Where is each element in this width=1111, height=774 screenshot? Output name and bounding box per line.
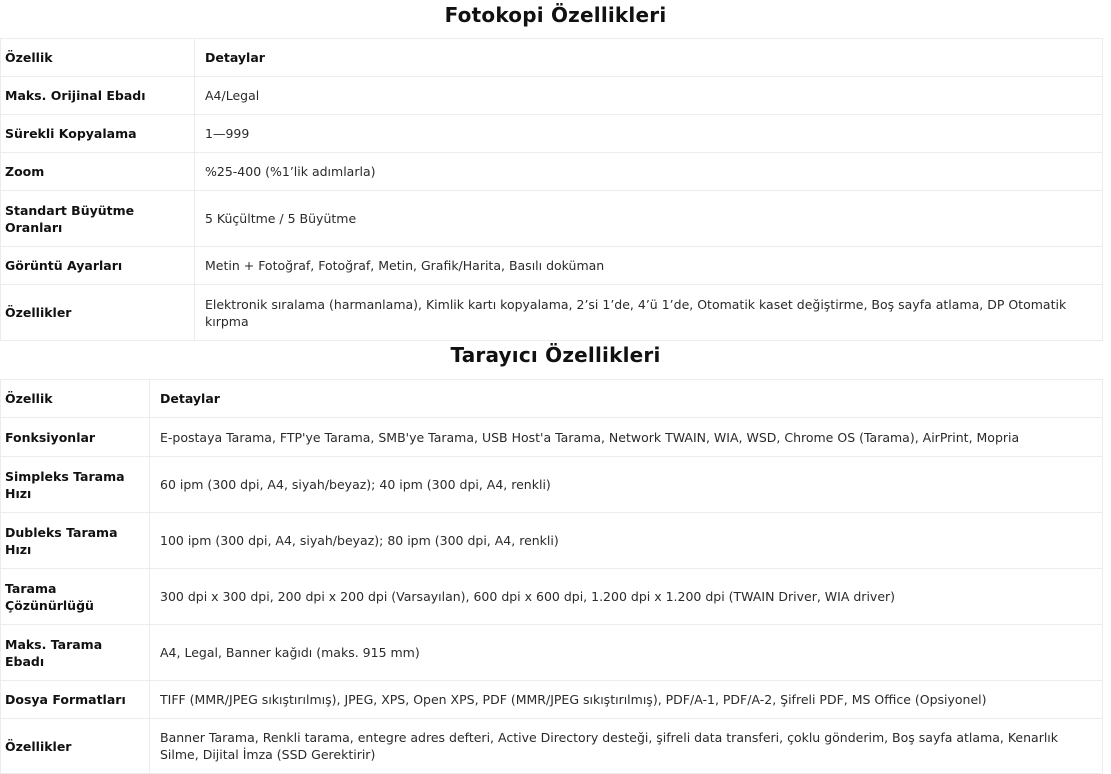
row-key: Standart Büyütme Oranları xyxy=(1,191,195,247)
header-details: Detaylar xyxy=(150,380,1103,418)
row-key: Görüntü Ayarları xyxy=(1,247,195,285)
row-value: Elektronik sıralama (harmanlama), Kimlik kartı kopyalama, 2’si 1’de, 4’ü 1’de, Otomatik kaset değiştirme, Boş sayfa atlama, DP Otomatik kırpma xyxy=(195,285,1103,341)
copy-specs-title: Fotokopi Özellikleri xyxy=(444,3,667,27)
copy-specs-table xyxy=(0,38,1103,341)
table-row xyxy=(1,115,1103,153)
table-row xyxy=(1,569,1103,625)
table-row xyxy=(1,77,1103,115)
header-details: Detaylar xyxy=(195,39,1103,77)
row-value: A4, Legal, Banner kağıdı (maks. 915 mm) xyxy=(150,625,1103,681)
table-row xyxy=(1,247,1103,285)
table-row xyxy=(1,285,1103,341)
row-value: E-postaya Tarama, FTP'ye Tarama, SMB'ye Tarama, USB Host'a Tarama, Network TWAIN, WIA, WSD, Chrome OS (Tarama), AirPrint, Mopria xyxy=(150,418,1103,457)
row-key: Dubleks Tarama Hızı xyxy=(1,513,150,569)
table-row xyxy=(1,457,1103,513)
row-value: %25-400 (%1’lik adımlarla) xyxy=(195,153,1103,191)
table-row xyxy=(1,153,1103,191)
header-feature: Özellik xyxy=(1,39,195,77)
row-key: Özellikler xyxy=(1,719,150,774)
row-key: Zoom xyxy=(1,153,195,191)
row-value: 300 dpi x 300 dpi, 200 dpi x 200 dpi (Varsayılan), 600 dpi x 600 dpi, 1.200 dpi x 1.200 dpi (TWAIN Driver, WIA driver) xyxy=(150,569,1103,625)
header-feature: Özellik xyxy=(1,380,150,418)
row-key: Tarama Çözünürlüğü xyxy=(1,569,150,625)
row-value: A4/Legal xyxy=(195,77,1103,115)
row-value: 5 Küçültme / 5 Büyütme xyxy=(195,191,1103,247)
row-value: 60 ipm (300 dpi, A4, siyah/beyaz); 40 ipm (300 dpi, A4, renkli) xyxy=(150,457,1103,513)
table-row xyxy=(1,681,1103,719)
row-key: Simpleks Tarama Hızı xyxy=(1,457,150,513)
row-value: 100 ipm (300 dpi, A4, siyah/beyaz); 80 ipm (300 dpi, A4, renkli) xyxy=(150,513,1103,569)
row-key: Maks. Tarama Ebadı xyxy=(1,625,150,681)
table-row xyxy=(1,191,1103,247)
table-row xyxy=(1,513,1103,569)
row-key: Sürekli Kopyalama xyxy=(1,115,195,153)
row-value: TIFF (MMR/JPEG sıkıştırılmış), JPEG, XPS, Open XPS, PDF (MMR/JPEG sıkıştırılmış), PDF/A-1, PDF/A-2, Şifreli PDF, MS Office (Opsiyonel) xyxy=(150,681,1103,719)
table-row xyxy=(1,625,1103,681)
table-row xyxy=(1,418,1103,457)
row-value: Banner Tarama, Renkli tarama, entegre adres defteri, Active Directory desteği, şifreli data transferi, çoklu gönderim, Boş sayfa atlama, Kenarlık Silme, Dijital İmza (SSD Gerektirir) xyxy=(150,719,1103,774)
row-key: Dosya Formatları xyxy=(1,681,150,719)
row-key: Özellikler xyxy=(1,285,195,341)
row-key: Maks. Orijinal Ebadı xyxy=(1,77,195,115)
row-key: Fonksiyonlar xyxy=(1,418,150,457)
table-row xyxy=(1,719,1103,774)
table-header-row xyxy=(1,39,1103,77)
table-header-row xyxy=(1,380,1103,418)
row-value: Metin + Fotoğraf, Fotoğraf, Metin, Grafik/Harita, Basılı doküman xyxy=(195,247,1103,285)
row-value: 1—999 xyxy=(195,115,1103,153)
scanner-specs-title: Tarayıcı Özellikleri xyxy=(450,343,661,367)
scanner-specs-table xyxy=(0,379,1103,774)
